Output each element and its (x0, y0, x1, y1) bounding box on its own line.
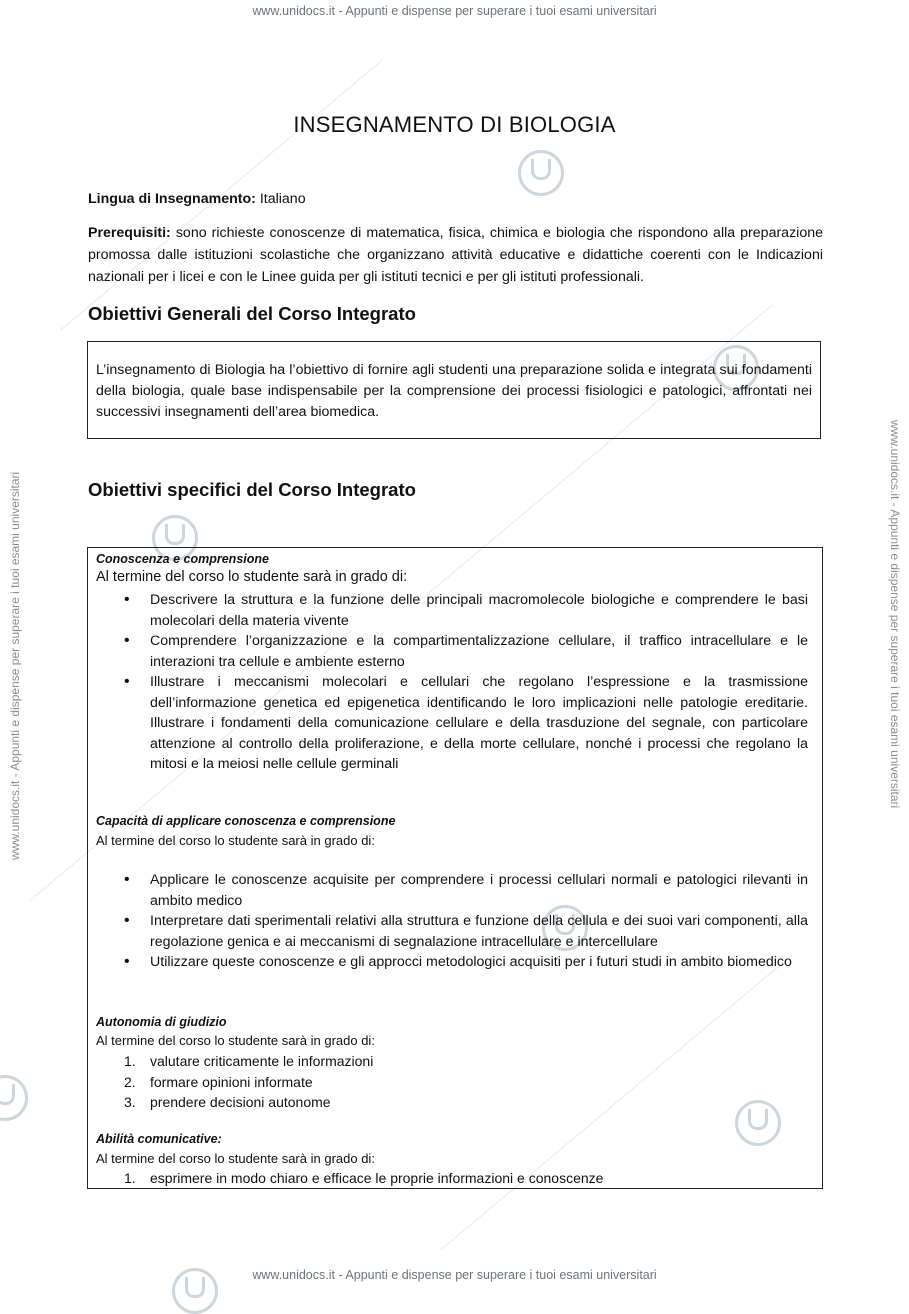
list-item (88, 1092, 816, 1113)
language-value: Italiano (255, 191, 306, 207)
list-item: • Descrivere la struttura e la funzione delle principali macromolecole biologiche e comprendere le basi molecolari della materia vivente (88, 590, 816, 631)
general-objectives-box (87, 341, 821, 439)
specific-objectives-box (87, 547, 823, 1189)
list-item: • Utilizzare queste conoscenze e gli approcci metodologici acquisiti per i futuri studi in ambito biomedico (88, 952, 816, 973)
intro-autonomia: Al termine del corso lo studente sarà in grado di: (96, 1033, 375, 1048)
watermark-footer: www.unidocs.it - Appunti e dispense per superare i tuoi esami universitari (252, 1268, 657, 1282)
list-number: 1. (124, 1170, 136, 1186)
list-item-text: esprimere in modo chiaro e efficace le proprie informazioni e conoscenze (150, 1170, 604, 1186)
intro-conoscenza: Al termine del corso lo studente sarà in grado di: (96, 569, 408, 585)
list-item (88, 1072, 816, 1093)
list-capacita (88, 870, 816, 973)
unidocs-logo-icon (0, 1075, 28, 1121)
watermark-side-right: www.unidocs.it - Appunti e dispense per superare i tuoi esami universitari (888, 420, 902, 809)
list-item (88, 1168, 816, 1189)
subheading-autonomia: Autonomia di giudizio (96, 1015, 227, 1029)
list-number: 1. (124, 1053, 136, 1069)
list-abilita (88, 1168, 816, 1189)
list-autonomia (88, 1051, 816, 1113)
watermark-header: www.unidocs.it - Appunti e dispense per superare i tuoi esami universitari (252, 4, 657, 18)
general-objectives-text: L’insegnamento di Biologia ha l’obiettivo di fornire agli studenti una preparazione solida e integrata sui fondamenti della biologia, quale base indispensabile per la comprensione dei processi fisiologici e patologici, affrontati nei successivi insegnamenti dell’area biomedica. (96, 362, 812, 420)
subheading-capacita: Capacità di applicare conoscenza e comprensione (96, 814, 396, 828)
list-item-text: formare opinioni informate (150, 1073, 313, 1090)
intro-abilita: Al termine del corso lo studente sarà in grado di: (96, 1151, 375, 1166)
prerequisites-text: sono richieste conoscenze di matematica, fisica, chimica e biologia che rispondono alla preparazione promossa dalle istituzioni scolastiche che organizzano attività educative e didattiche coerenti con le Indicazioni nazionali per i licei e con le Linee guida per gli istituti tecnici e per gli istituti professionali. (88, 225, 823, 285)
list-item (88, 1051, 816, 1072)
prerequisites-paragraph (88, 222, 823, 288)
list-number: 2. (124, 1073, 136, 1090)
list-item: • Illustrare i meccanismi molecolari e cellulari che regolano l’espressione e la trasmissione dell’informazione genetica ed epigenetica identificando le loro implicazioni nelle patologie ereditarie. Illustrare i fondamenti della comunicazione cellulare e della trasduzione del segnale, con particolare attenzione al controllo della proliferazione, e della morte cellulare, nonché i processi che regolano la mitosi e la meiosi nelle cellule germinali (88, 672, 816, 775)
subheading-abilita: Abilità comunicative: (96, 1132, 222, 1146)
language-label: Lingua di Insegnamento: (88, 191, 256, 207)
list-number: 3. (124, 1094, 136, 1110)
language-line (88, 188, 823, 210)
prerequisites-label: Prerequisiti: (88, 225, 171, 241)
list-item: • Applicare le conoscenze acquisite per comprendere i processi cellulari normali e patologici rilevanti in ambito medico (88, 870, 816, 911)
list-item: • Comprendere l’organizzazione e la compartimentalizzazione cellulare, il traffico intracellulare e le interazioni tra cellule e ambiente esterno (88, 631, 816, 672)
list-item-text: prendere decisioni autonome (150, 1094, 331, 1110)
subheading-conoscenza: Conoscenza e comprensione (96, 552, 269, 566)
section-heading-general: Obiettivi Generali del Corso Integrato (88, 303, 416, 324)
list-conoscenza (88, 590, 816, 775)
list-item: • Interpretare dati sperimentali relativi alla struttura e funzione della cellula e dei suoi vari componenti, alla regolazione genica e ai meccanismi di segnalazione intracellulare e intercellulare (88, 911, 816, 952)
watermark-side-left: www.unidocs.it - Appunti e dispense per superare i tuoi esami universitari (8, 471, 22, 860)
intro-capacita: Al termine del corso lo studente sarà in grado di: (96, 833, 375, 848)
section-heading-specific: Obiettivi specifici del Corso Integrato (88, 479, 416, 500)
page-title: INSEGNAMENTO DI BIOLOGIA (293, 112, 616, 137)
list-item-text: valutare criticamente le informazioni (150, 1053, 374, 1069)
